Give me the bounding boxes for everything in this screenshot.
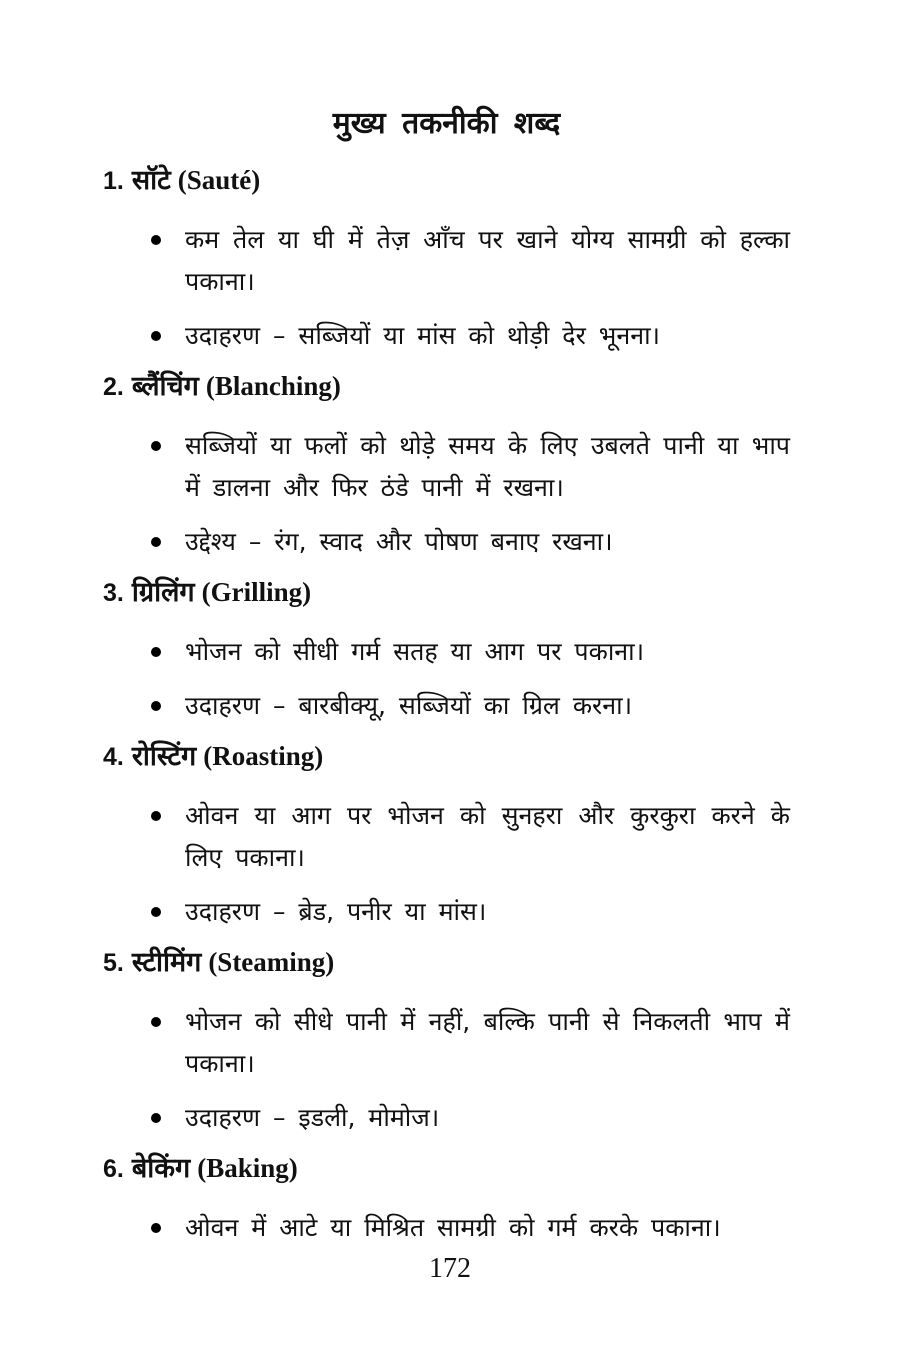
bullet-item xyxy=(103,631,790,673)
bullet-list xyxy=(103,219,790,357)
bullet-icon xyxy=(151,1113,161,1123)
bullet-text: उद्देश्य – रंग, स्वाद और पोषण बनाए रखना। xyxy=(185,527,613,556)
bullet-icon xyxy=(151,235,161,245)
term-english: (Sauté) xyxy=(177,165,261,195)
term-english: (Blanching) xyxy=(205,371,341,401)
bullet-text: ओवन में आटे या मिश्रित सामग्री को गर्म करके पकाना। xyxy=(185,1213,721,1242)
section-heading xyxy=(103,163,790,199)
bullet-text: उदाहरण – इडली, मोमोज। xyxy=(185,1103,440,1132)
section-heading xyxy=(103,739,790,775)
bullet-text: सब्जियों या फलों को थोड़े समय के लिए उबलते पानी या भाप में डालना और फिर ठंडे पानी में रखना। xyxy=(185,431,790,502)
section-number: 3. xyxy=(103,579,124,607)
bullet-list xyxy=(103,425,790,563)
term-hindi: स्टीमिंग xyxy=(131,947,202,978)
section-number: 6. xyxy=(103,1155,124,1183)
section-number: 1. xyxy=(103,167,124,195)
term-hindi: बेकिंग xyxy=(131,1153,191,1184)
term-hindi: रोस्टिंग xyxy=(131,741,197,772)
section-blanching xyxy=(103,369,790,563)
bullet-icon xyxy=(151,1017,161,1027)
bullet-text: कम तेल या घी में तेज़ आँच पर खाने योग्य सामग्री को हल्का पकाना। xyxy=(185,225,790,296)
bullet-text: ओवन या आग पर भोजन को सुनहरा और कुरकुरा करने के लिए पकाना। xyxy=(185,801,790,872)
bullet-icon xyxy=(151,811,161,821)
section-roasting xyxy=(103,739,790,933)
bullet-text: उदाहरण – ब्रेड, पनीर या मांस। xyxy=(185,897,487,926)
term-hindi: ग्रिलिंग xyxy=(131,577,195,608)
bullet-item xyxy=(103,219,790,303)
bullet-icon xyxy=(151,441,161,451)
bullet-icon xyxy=(151,1223,161,1233)
bullet-text: उदाहरण – सब्जियों या मांस को थोड़ी देर भूनना। xyxy=(185,321,661,350)
bullet-item xyxy=(103,891,790,933)
bullet-text: भोजन को सीधी गर्म सतह या आग पर पकाना। xyxy=(185,637,645,666)
section-heading xyxy=(103,575,790,611)
bullet-text: उदाहरण – बारबीक्यू, सब्जियों का ग्रिल करना। xyxy=(185,691,633,720)
section-number: 2. xyxy=(103,373,124,401)
bullet-list xyxy=(103,1001,790,1139)
term-hindi: ब्लैंचिंग xyxy=(131,371,199,402)
term-english: (Grilling) xyxy=(201,577,312,607)
bullet-icon xyxy=(151,907,161,917)
bullet-item xyxy=(103,425,790,509)
section-heading xyxy=(103,369,790,405)
term-english: (Steaming) xyxy=(208,947,335,977)
bullet-list xyxy=(103,795,790,933)
bullet-item xyxy=(103,1097,790,1139)
bullet-item xyxy=(103,521,790,563)
section-number: 4. xyxy=(103,743,124,771)
bullet-item xyxy=(103,1207,790,1249)
section-heading xyxy=(103,1151,790,1187)
page-number: 172 xyxy=(429,1253,471,1284)
page-title: मुख्य तकनीकी शब्द xyxy=(332,106,561,141)
document-content xyxy=(103,106,790,1261)
bullet-item xyxy=(103,315,790,357)
bullet-list xyxy=(103,1207,790,1249)
term-hindi: सॉटे xyxy=(131,165,171,196)
section-grilling xyxy=(103,575,790,727)
bullet-icon xyxy=(151,701,161,711)
section-baking xyxy=(103,1151,790,1249)
bullet-icon xyxy=(151,647,161,657)
section-saute xyxy=(103,163,790,357)
bullet-icon xyxy=(151,331,161,341)
bullet-text: भोजन को सीधे पानी में नहीं, बल्कि पानी से निकलती भाप में पकाना। xyxy=(185,1007,790,1078)
term-english: (Baking) xyxy=(197,1153,298,1183)
section-steaming xyxy=(103,945,790,1139)
bullet-item xyxy=(103,685,790,727)
bullet-icon xyxy=(151,537,161,547)
section-heading xyxy=(103,945,790,981)
bullet-item xyxy=(103,1001,790,1085)
bullet-item xyxy=(103,795,790,879)
term-english: (Roasting) xyxy=(203,741,324,771)
bullet-list xyxy=(103,631,790,727)
section-number: 5. xyxy=(103,949,124,977)
